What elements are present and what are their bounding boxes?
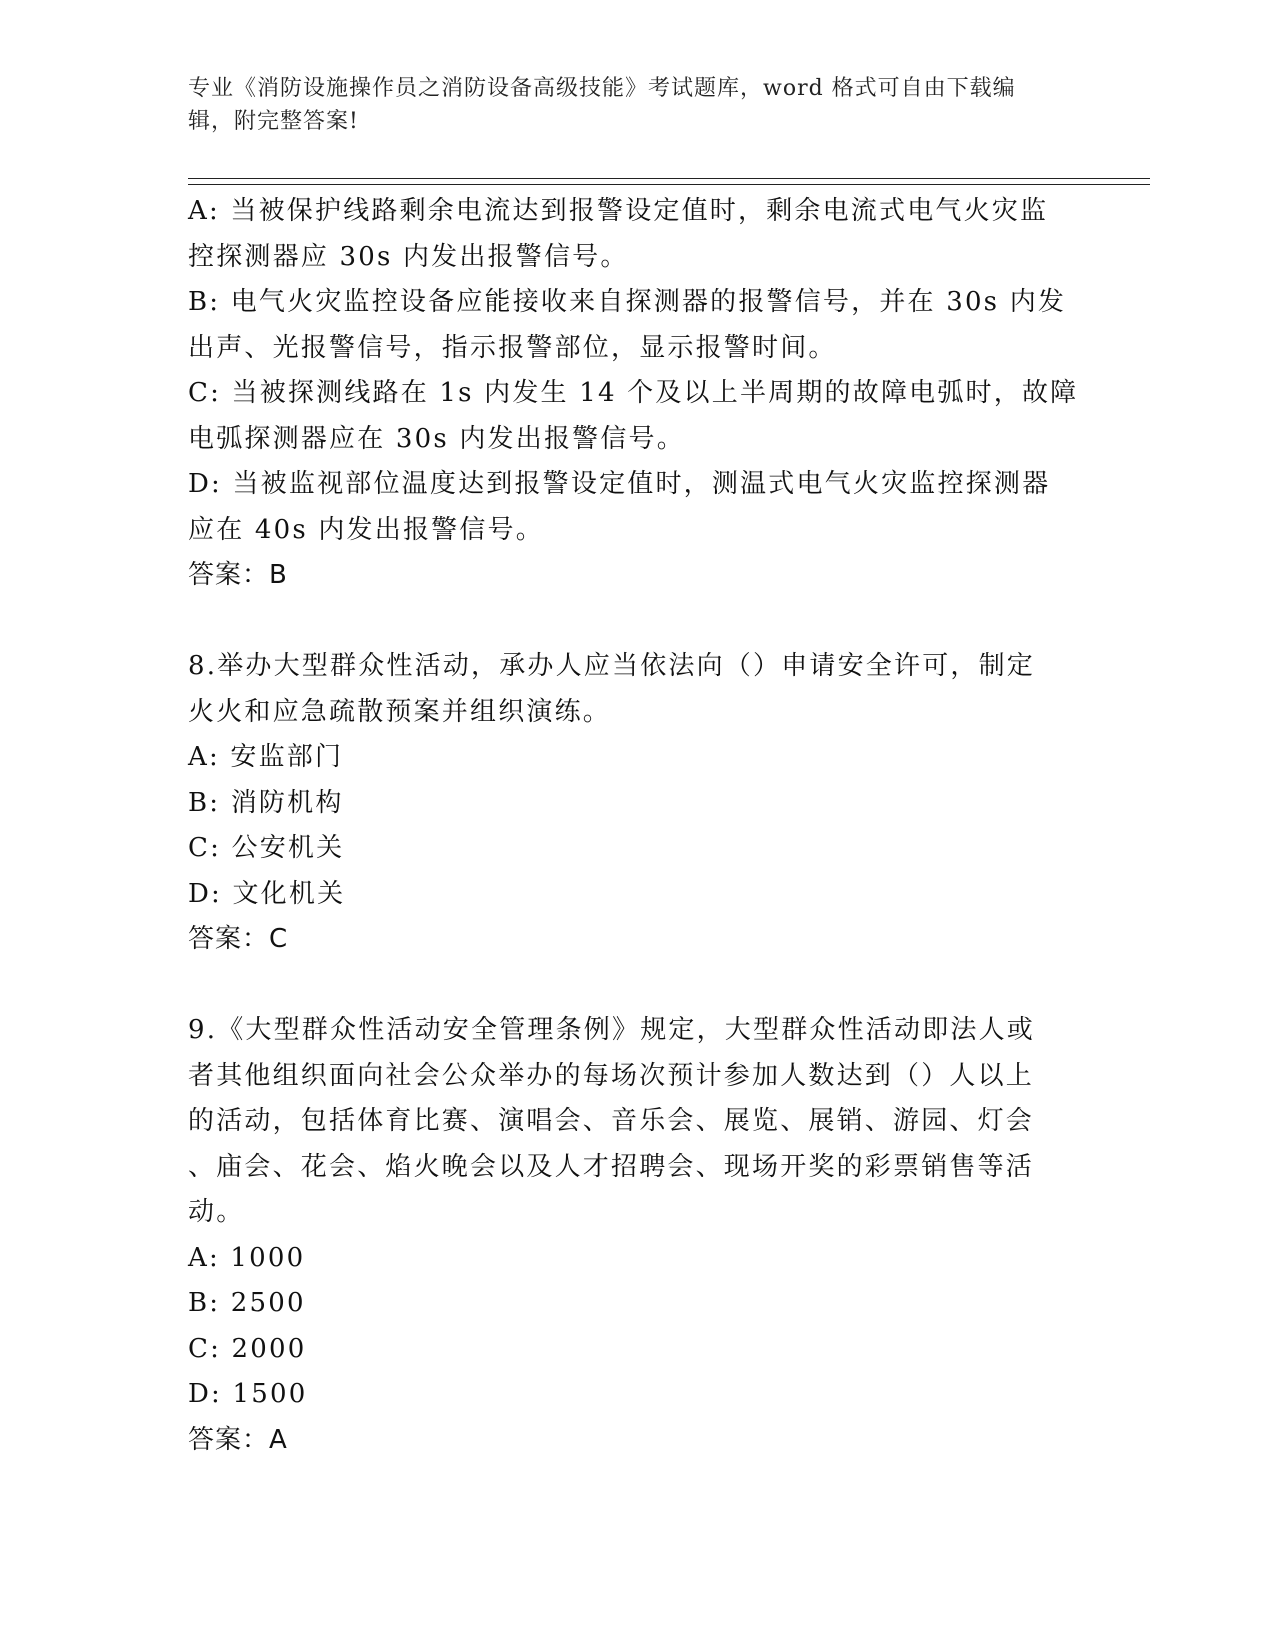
spacer	[188, 599, 1068, 645]
q8-option-a: A: 安监部门	[188, 742, 344, 772]
q9-option-d: D: 1500	[188, 1379, 308, 1409]
document-body	[188, 189, 1079, 1463]
q9-stem-line-4: 、庙会、花会、焰火晚会以及人才招聘会、现场开奖的彩票销售等活	[188, 1151, 1035, 1182]
q8-option-d: D: 文化机关	[188, 878, 346, 909]
q9-option-a: A: 1000	[188, 1242, 306, 1273]
q9-option-b: B: 2500	[188, 1288, 306, 1318]
q7-option-c-line-2: 电弧探测器应在 30s 内发出报警信号。	[188, 423, 685, 454]
spacer	[188, 963, 1068, 1009]
q7-option-a-line-1: A: 当被保护线路剩余电流达到报警设定值时，剩余电流式电气火灾监	[188, 196, 1049, 226]
q9-answer: 答案：A	[188, 1424, 288, 1455]
q7-option-a-line-2: 控探测器应 30s 内发出报警信号。	[188, 241, 629, 272]
q9-stem-line-2: 者其他组织面向社会公众举办的每场次预计参加人数达到（）人以上	[188, 1060, 1035, 1091]
q9-stem-line-3: 的活动，包括体育比赛、演唱会、音乐会、展览、展销、游园、灯会	[188, 1106, 1035, 1136]
q9-option-c: C: 2000	[188, 1333, 307, 1364]
q9-stem-line-5: 动。	[188, 1197, 245, 1227]
header-line-1: 专业《消防设施操作员之消防设备高级技能》考试题库，word 格式可自由下载编	[188, 76, 1016, 101]
q7-option-b-line-2: 出声、光报警信号，指示报警部位，显示报警时间。	[188, 332, 837, 363]
q8-stem-line-2: 火火和应急疏散预案并组织演练。	[188, 696, 612, 727]
header-divider-top	[188, 178, 1150, 179]
question-9-block	[188, 1008, 1068, 1463]
document-header	[188, 72, 1068, 138]
q9-stem-line-1: 9.《大型群众性活动安全管理条例》规定，大型群众性活动即法人或	[188, 1015, 1036, 1045]
q8-answer: 答案：C	[188, 924, 289, 954]
q7-option-d-line-2: 应在 40s 内发出报警信号。	[188, 514, 544, 545]
header-line-2: 辑，附完整答案!	[188, 109, 359, 134]
q8-option-c: C: 公安机关	[188, 833, 345, 863]
header-divider-bottom	[188, 184, 1150, 185]
q8-stem-line-1: 8.举办大型群众性活动，承办人应当依法向（）申请安全许可，制定	[188, 651, 1036, 681]
question-8-block	[188, 644, 1068, 963]
q8-option-b: B: 消防机构	[188, 787, 344, 818]
q7-answer: 答案：B	[188, 560, 288, 590]
q7-option-b-line-1: B: 电气火灾监控设备应能接收来自探测器的报警信号，并在 30s 内发	[188, 287, 1067, 317]
question-7-block	[188, 189, 1079, 599]
q7-option-c-line-1: C: 当被探测线路在 1s 内发生 14 个及以上半周期的故障电弧时，故障	[188, 378, 1079, 408]
q7-option-d-line-1: D: 当被监视部位温度达到报警设定值时，测温式电气火灾监控探测器	[188, 469, 1051, 499]
